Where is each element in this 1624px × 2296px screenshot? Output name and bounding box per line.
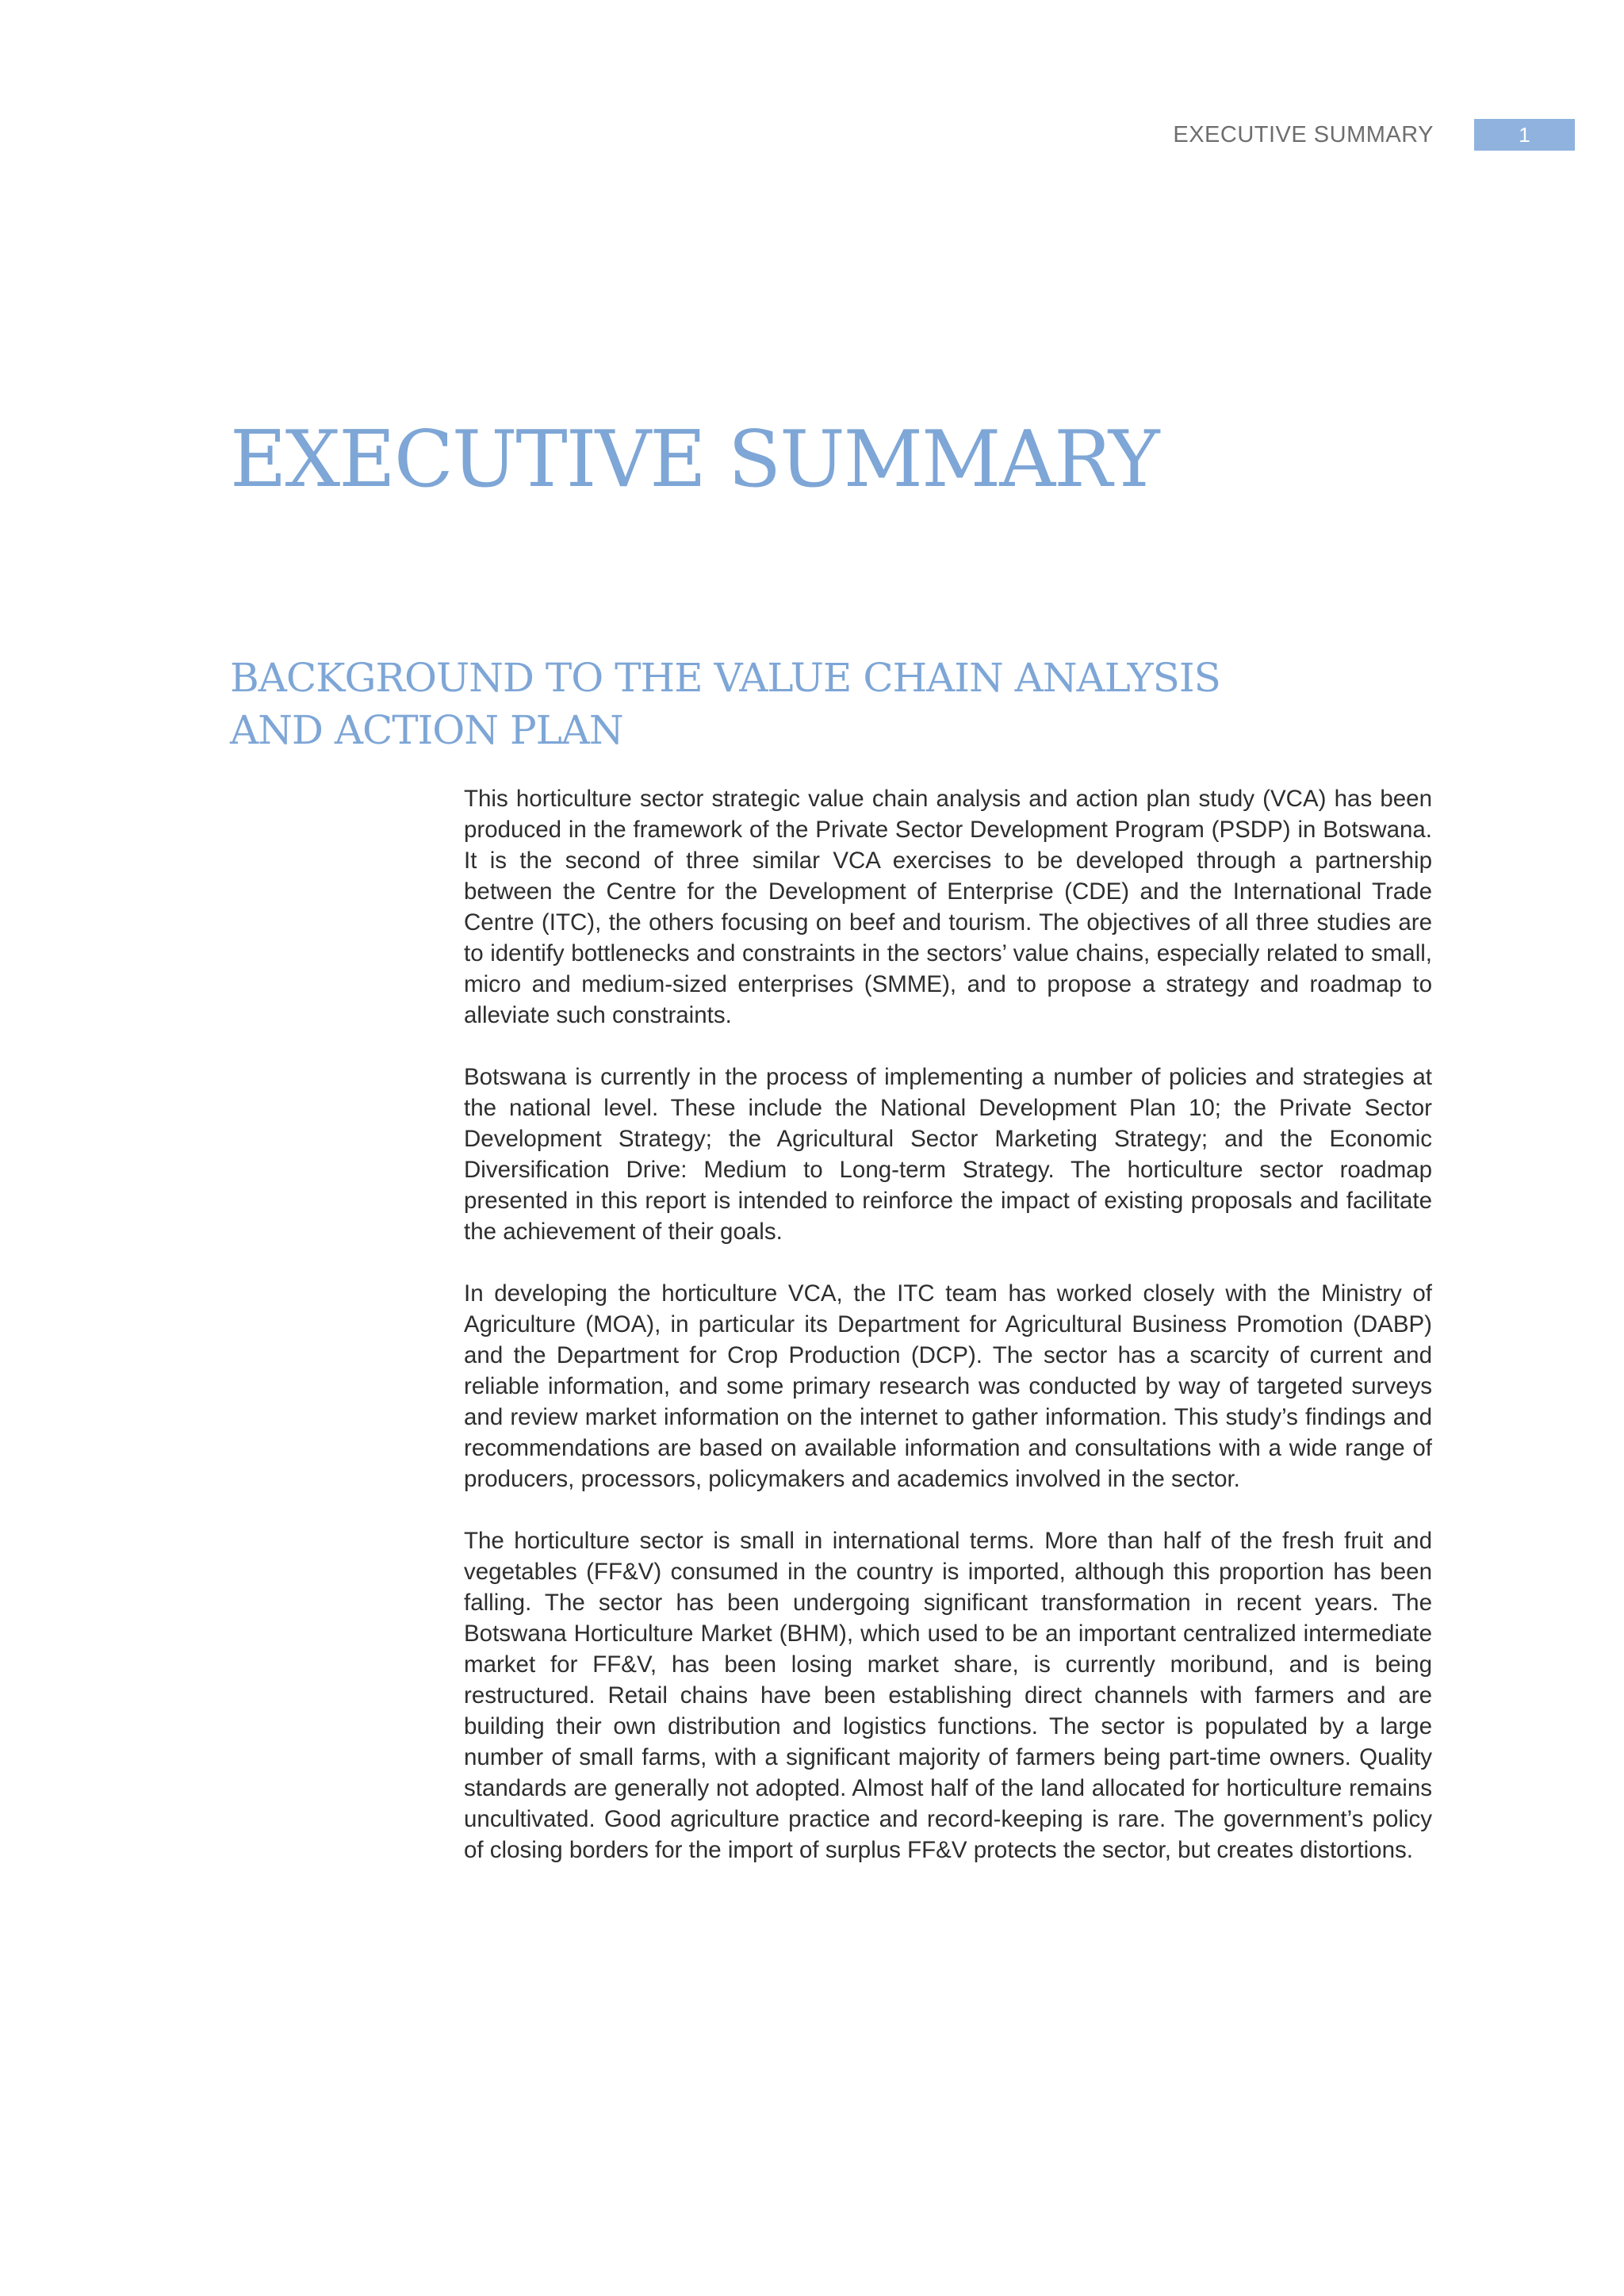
paragraph: This horticulture sector strategic value chain analysis and action plan study (VCA) has been produced in the framework of the Private Sector Development Program (PSDP) in Botswana. It is the second of three similar VCA exercises to be developed through a partnership between the Centre for the Development of Enterprise (CDE) and the International Trade Centre (ITC), the others focusing on beef and tourism. The objectives of all three studies are to identify bottlenecks and constraints in the sectors’ value chains, especially related to small, micro and medium-sized enterprises (SMME), and to propose a strategy and roadmap to alleviate such constraints. bbox=[464, 786, 1432, 1028]
page-title: EXECUTIVE SUMMARY bbox=[230, 415, 1159, 505]
section-heading bbox=[230, 652, 1419, 756]
paragraph: Botswana is currently in the process of implementing a number of policies and strategies at the national level. These include the National Development Plan 10; the Private Sector Development Strategy; the Agricultural Sector Marketing Strategy; and the Economic Diversification Drive: Medium to Long-term Strategy. The horticulture sector roadmap presented in this report is intended to reinforce the impact of existing proposals and facilitate the achievement of their goals. bbox=[464, 1064, 1432, 1245]
page-number: 1 bbox=[1474, 119, 1575, 151]
running-header bbox=[0, 119, 1624, 151]
section-heading-line-2: AND ACTION PLAN bbox=[230, 707, 623, 753]
paragraph: The horticulture sector is small in international terms. More than half of the fresh fruit and vegetables (FF&V) consumed in the country is imported, although this proportion has been falling. The sector has been undergoing significant transformation in recent years. The Botswana Horticulture Market (BHM), which used to be an important centralized intermediate market for FF&V, has been losing market share, is currently moribund, and is being restructured. Retail chains have been establishing direct channels with farmers and are building their own distribution and logistics functions. The sector is populated by a large number of small farms, with a significant majority of farmers being part-time owners. Quality standards are generally not adopted. Almost half of the land allocated for horticulture remains uncultivated. Good agriculture practice and record-keeping is rare. The government’s policy of closing borders for the import of surplus FF&V protects the sector, but creates distortions. bbox=[464, 1528, 1432, 1863]
section-heading-line-1: BACKGROUND TO THE VALUE CHAIN ANALYSIS bbox=[230, 655, 1220, 701]
running-header-title: EXECUTIVE SUMMARY bbox=[1173, 122, 1434, 147]
body-text bbox=[464, 783, 1432, 1896]
paragraph: In developing the horticulture VCA, the ITC team has worked closely with the Ministry of Agriculture (MOA), in particular its Department for Agricultural Business Promotion (DABP) and the Department for Crop Production (DCP). The sector has a scarcity of current and reliable information, and some primary research was conducted by way of targeted surveys and review market information on the internet to gather information. This study’s findings and recommendations are based on available information and consultations with a wide range of producers, processors, policymakers and academics involved in the sector. bbox=[464, 1280, 1432, 1492]
